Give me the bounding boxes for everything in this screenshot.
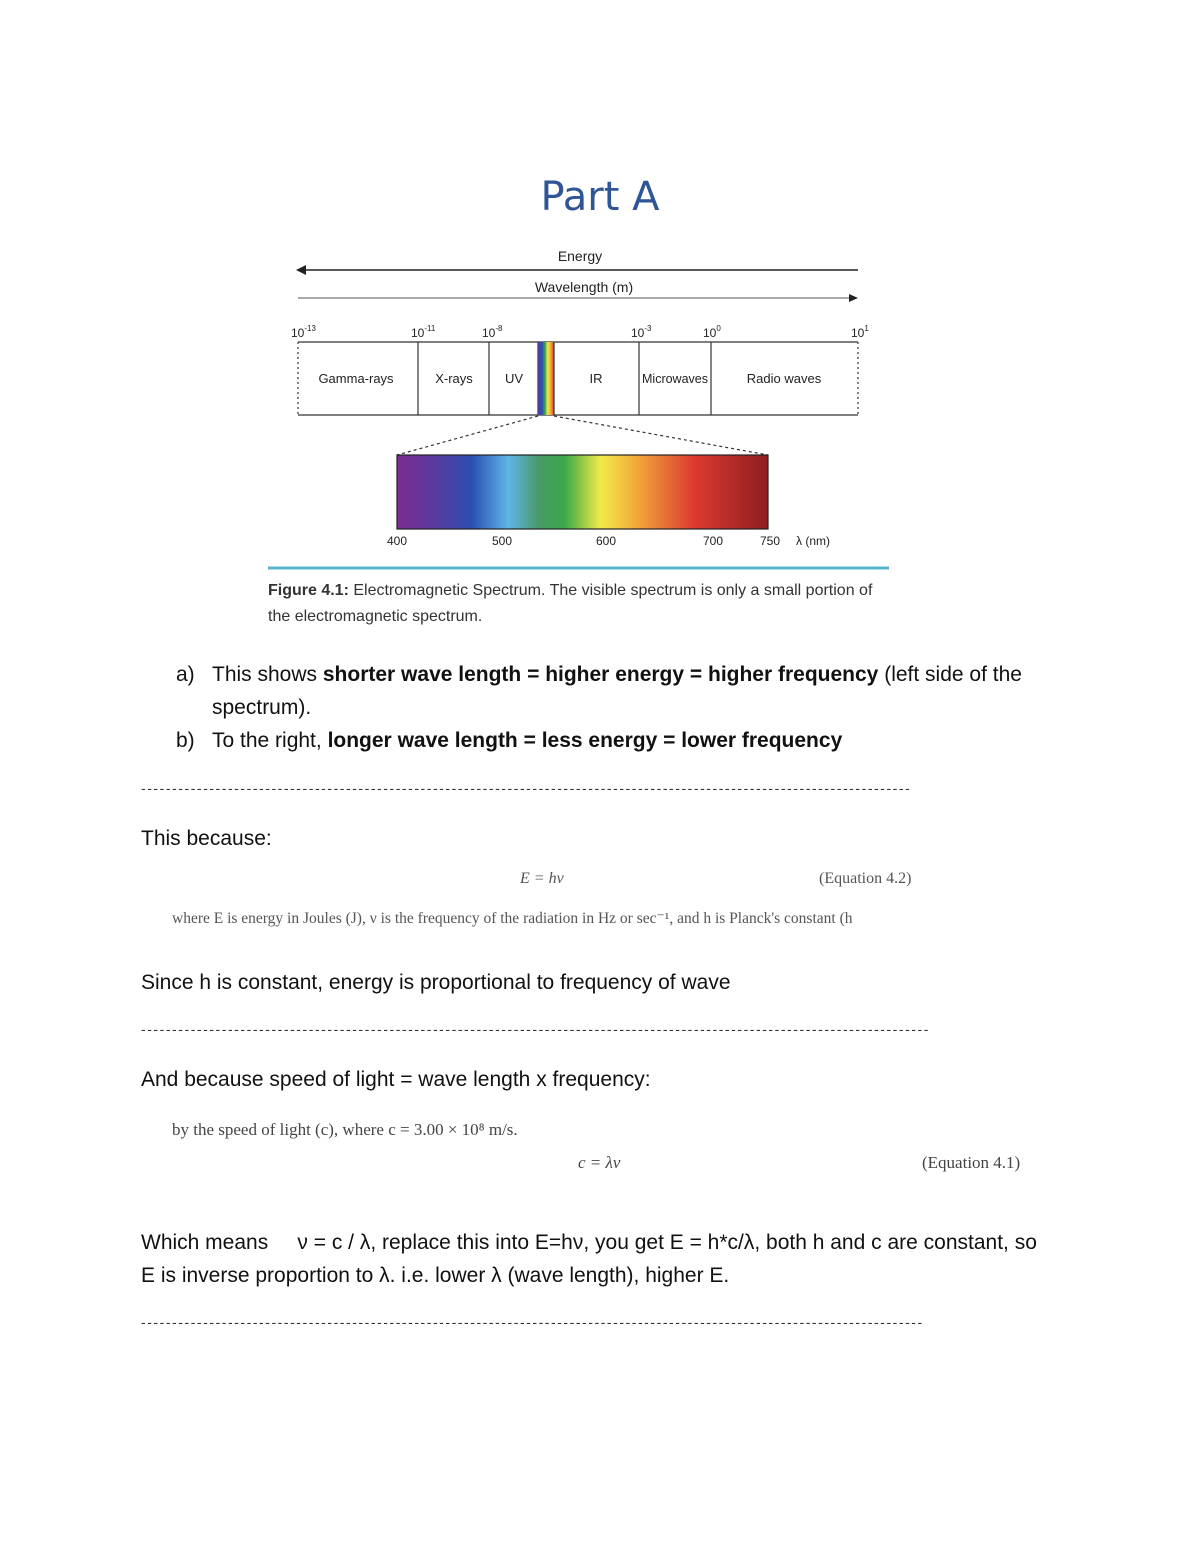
list-item-a-pre: This shows (212, 663, 323, 686)
list-marker-b: b) (176, 729, 195, 752)
dashed-separator: ------------------------------------------------------------------------------------------------------------------------------ (141, 1314, 924, 1330)
caption-text: Electromagnetic Spectrum. The visible spectrum is only a small portion of (353, 582, 873, 599)
caption-text-line2: the electromagnetic spectrum. (268, 608, 483, 625)
visible-spectrum (397, 455, 768, 529)
equation-4-1-formula: c = λν (578, 1153, 621, 1172)
band-label: UV (504, 371, 524, 386)
list-item-a (212, 658, 1072, 691)
page-title: Part A (540, 174, 660, 220)
list-item-a-post: (left side of the (878, 663, 1022, 686)
band-label: Microwaves (642, 372, 708, 386)
conclusion-line1: Which means ν = c / λ, replace this into E=hν, you get E = h*c/λ, both h and c are constant, so (141, 1231, 1037, 1254)
equation-4-2-label: (Equation 4.2) (819, 870, 912, 887)
band-label: Gamma-rays (318, 371, 394, 386)
equation-4-1-context: by the speed of light (c), where c = 3.00 × 10⁸ m/s. (172, 1120, 518, 1139)
exponent-label: $10^{-3}$ (631, 324, 652, 340)
equation-4-2-formula: E = hν (520, 870, 564, 887)
visible-tick-label: 700 (702, 534, 724, 548)
dashed-separator: ---------------------------------------------------------------------------------------------------------------------------- (141, 780, 912, 796)
visible-tick-label: 600 (595, 534, 617, 548)
exponent-label: $10^{-8}$ (482, 324, 503, 340)
list-marker-a: a) (176, 663, 195, 686)
conclusion-line2: E is inverse proportion to λ. i.e. lower λ (wave length), higher E. (141, 1264, 730, 1287)
speed-of-light-text: And because speed of light = wave length x frequency: (141, 1068, 651, 1091)
wavelength-arrowhead (849, 294, 858, 302)
exponent-label: $10^{-11}$ (411, 324, 436, 340)
zoom-line-left (397, 416, 538, 455)
band-label: Radio waves (746, 371, 822, 386)
band-label: X-rays (435, 371, 473, 386)
band-label: IR (589, 371, 603, 386)
dashed-separator: ------------------------------------------------------------------------------------------------------------------------------- (141, 1021, 930, 1037)
energy-label: Energy (557, 248, 603, 264)
exponent-label: $10^1$ (851, 324, 869, 340)
because-text: This because: (141, 827, 272, 850)
em-spectrum-figure (0, 0, 1200, 640)
figure-caption (268, 578, 908, 630)
wavelength-label: Wavelength (m) (534, 279, 634, 295)
equation-4-1-label: (Equation 4.1) (922, 1153, 1021, 1172)
since-text: Since h is constant, energy is proportional to frequency of wave (141, 971, 731, 994)
visible-tick-label: 750 (759, 534, 781, 548)
energy-arrowhead (296, 265, 306, 275)
list-item-a-bold: shorter wave length = higher energy = higher frequency (322, 663, 879, 686)
list-item-b-pre: To the right, (212, 729, 328, 752)
visible-tick-label: 500 (491, 534, 513, 548)
list-item-b-bold: longer wave length = less energy = lower frequency (327, 729, 843, 752)
list-item-a-line2: spectrum). (212, 696, 312, 719)
equation-4-2-explanation: where E is energy in Joules (J), ν is the frequency of the radiation in Hz or sec⁻¹, and h is Planck's constant (h (172, 910, 853, 927)
zoom-line-right (554, 416, 768, 455)
visible-band-strip (538, 342, 554, 415)
exponent-label: $10^0$ (703, 324, 721, 340)
visible-tick-label: 400 (386, 534, 408, 548)
caption-label: Figure 4.1: (268, 582, 349, 599)
wavelength-exponents (291, 324, 869, 340)
list-item-b (212, 724, 1072, 757)
visible-tick-label: λ (nm) (796, 534, 830, 548)
exponent-label: $10^{-13}$ (291, 324, 316, 340)
